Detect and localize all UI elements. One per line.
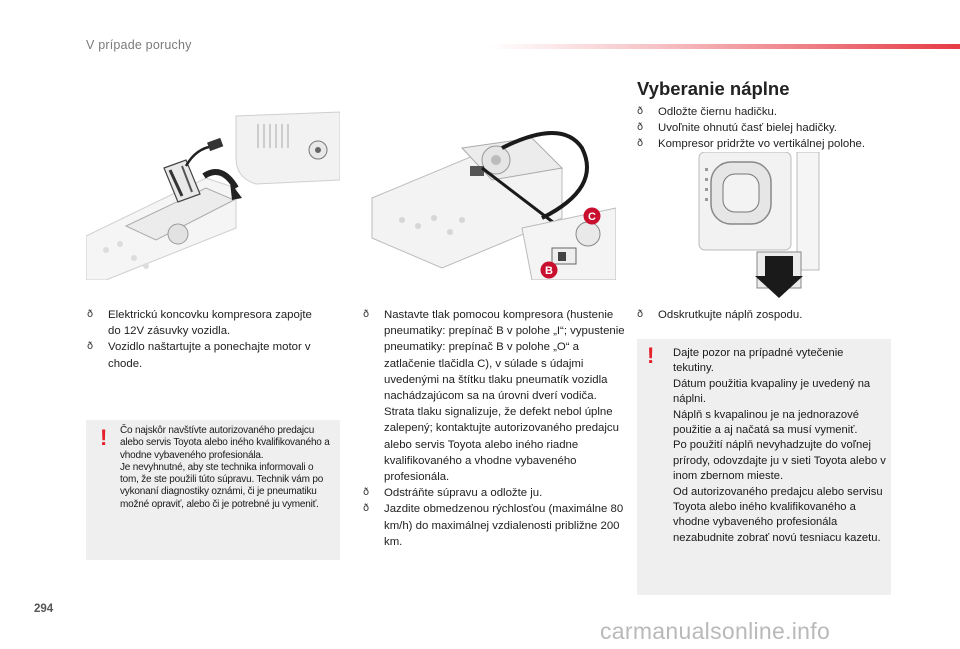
note-visit-dealer <box>86 420 340 560</box>
figure-compressor-socket <box>86 108 340 280</box>
cartridge-removal-steps <box>637 104 937 153</box>
note-visit-dealer-text: Čo najskôr navštívte autorizovaného predajcu alebo servis Toyota alebo iného kvalifikovaného a vhodne vybaveného profesionála. Je nevyhnutné, aby ste technika informovali o tom, že ste použili túto súpravu. Technik vám po vykonaní diagnostiky oznámi, či je pneumatiku možné opraviť, alebo či je potrebné ju vymeniť. <box>120 425 330 510</box>
warning-icon: ! <box>100 425 108 450</box>
label-b: B <box>545 265 553 277</box>
figure-cartridge-removal <box>697 152 821 300</box>
list-item: ð Odstráňte súpravu a odložte ju. <box>363 485 625 501</box>
list-item: ð Odskrutkujte náplň zospodu. <box>637 307 917 323</box>
list-item: ð Kompresor pridržte vo vertikálnej polohe. <box>637 136 937 152</box>
page-number: 294 <box>34 603 54 615</box>
figure-compressor-controls <box>362 108 616 280</box>
pressure-adjust-steps <box>363 307 625 550</box>
watermark: carmanualsonline.info <box>600 618 831 644</box>
note-cartridge-warning-text: Dajte pozor na prípadné vytečenie tekutiny. Dátum použitia kvapaliny je uvedený na náplni. Náplň s kvapalinou je na jednorazové použitie a aj načatá sa musí vymeniť. Po použití náplň nevyhadzujte do voľnej prírody, odovzdajte ju v sieti Toyota alebo v inom zbernom mieste. Od autorizovaného predajcu alebo servisu Toyota alebo iného kvalifikovaného a vhodne vybaveného profesionála nezabudnite zobrať novú tesniacu kazetu. <box>673 347 886 544</box>
list-item: ð Elektrickú koncovku kompresora zapojte do 12V zásuvky vozidla. <box>87 307 327 339</box>
list-item: ð Uvoľnite ohnutú časť bielej hadičky. <box>637 120 937 136</box>
note-cartridge-warning <box>637 339 891 595</box>
page-header-title: V prípade poruchy <box>86 38 192 52</box>
list-item: ð Nastavte tlak pomocou kompresora (hustenie pneumatiky: prepínač B v polohe „I“; vypustenie pneumatiky: prepínač B v polohe „O“ a zatlačenie tlačidla C), v súlade s údajmi uvedenými na štítku tlaku pneumatík vozidla nachádzajúcom sa na úrovni dverí vodiča. Strata tlaku signalizuje, že defekt nebol úplne zalepený; kontaktujte autorizovaného predajcu alebo servis Toyota alebo iného riadne kvalifikovaného a vhodne vybaveného profesionála. <box>363 307 625 485</box>
header-accent-bar <box>490 44 960 49</box>
cartridge-unscrew-step <box>637 307 917 323</box>
label-c: C <box>588 211 596 223</box>
warning-icon: ! <box>647 343 655 368</box>
compressor-connect-steps <box>87 307 327 372</box>
list-item: ð Jazdite obmedzenou rýchlosťou (maximálne 80 km/h) do maximálnej vzdialenosti približne 200 km. <box>363 501 625 550</box>
section-title-cartridge-removal: Vyberanie náplne <box>637 78 790 99</box>
list-item: ð Odložte čiernu hadičku. <box>637 104 937 120</box>
list-item: ð Vozidlo naštartujte a ponechajte motor v chode. <box>87 339 327 371</box>
